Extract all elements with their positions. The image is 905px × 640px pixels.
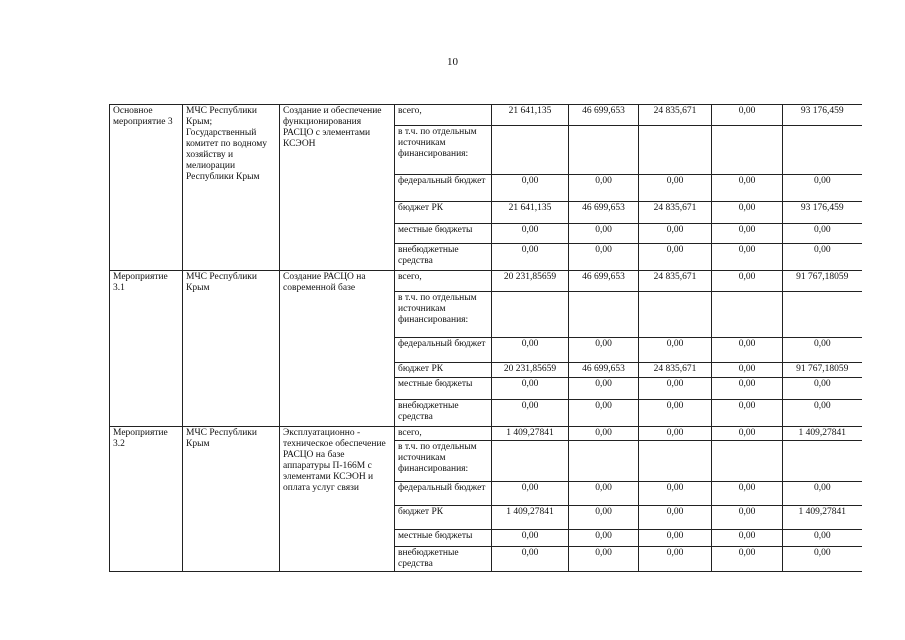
amount-cell: 0,00 — [783, 378, 862, 400]
funding-source-cell: федеральный бюджет — [395, 482, 492, 506]
amount-cell: 0,00 — [783, 482, 862, 506]
amount-cell: 0,00 — [712, 530, 783, 547]
funding-source-cell: бюджет РК — [395, 202, 492, 224]
activity-name-cell: Создание РАСЦО на современной базе — [280, 271, 395, 427]
amount-cell: 1 409,27841 — [783, 506, 862, 530]
amount-cell: 0,00 — [712, 175, 783, 202]
amount-cell: 46 699,653 — [569, 202, 639, 224]
amount-cell: 0,00 — [492, 175, 569, 202]
funding-source-cell: федеральный бюджет — [395, 338, 492, 363]
amount-cell: 0,00 — [639, 244, 712, 271]
amount-cell: 0,00 — [569, 175, 639, 202]
executor-cell: МЧС Республики Крым; Государственный комитет по водному хозяйству и мелиорации Республики Крым — [183, 105, 280, 271]
funding-source-cell: в т.ч. по отдельным источникам финансирования: — [395, 441, 492, 482]
amount-cell: 0,00 — [492, 530, 569, 547]
amount-cell — [783, 292, 862, 338]
table-row — [110, 271, 862, 292]
amount-cell: 0,00 — [712, 202, 783, 224]
amount-cell: 0,00 — [712, 271, 783, 292]
amount-cell: 0,00 — [569, 482, 639, 506]
amount-cell: 93 176,459 — [783, 105, 862, 126]
funding-source-cell: внебюджетные средства — [395, 244, 492, 271]
amount-cell: 0,00 — [569, 224, 639, 244]
amount-cell: 0,00 — [712, 378, 783, 400]
funding-source-cell: в т.ч. по отдельным источникам финансирования: — [395, 292, 492, 338]
amount-cell: 0,00 — [569, 530, 639, 547]
amount-cell: 0,00 — [492, 224, 569, 244]
amount-cell: 0,00 — [712, 427, 783, 441]
amount-cell: 91 767,18059 — [783, 271, 862, 292]
table-row — [110, 427, 862, 441]
amount-cell: 0,00 — [639, 547, 712, 572]
amount-cell: 24 835,671 — [639, 363, 712, 378]
amount-cell: 0,00 — [712, 105, 783, 126]
amount-cell: 0,00 — [639, 224, 712, 244]
funding-source-cell: местные бюджеты — [395, 530, 492, 547]
amount-cell: 0,00 — [639, 338, 712, 363]
amount-cell: 0,00 — [569, 244, 639, 271]
activity-name-cell: Эксплуатационно - техническое обеспечение РАСЦО на базе аппаратуры П-166М с элементами КСЭОН и оплата услуг связи — [280, 427, 395, 572]
amount-cell: 0,00 — [569, 427, 639, 441]
amount-cell: 0,00 — [569, 547, 639, 572]
amount-cell: 0,00 — [783, 530, 862, 547]
amount-cell: 0,00 — [639, 530, 712, 547]
amount-cell — [712, 441, 783, 482]
amount-cell: 0,00 — [712, 338, 783, 363]
amount-cell: 0,00 — [639, 400, 712, 427]
amount-cell — [712, 292, 783, 338]
amount-cell: 0,00 — [712, 363, 783, 378]
amount-cell — [639, 441, 712, 482]
amount-cell: 24 835,671 — [639, 202, 712, 224]
amount-cell: 0,00 — [712, 400, 783, 427]
amount-cell: 0,00 — [639, 506, 712, 530]
amount-cell: 0,00 — [492, 338, 569, 363]
funding-source-cell: местные бюджеты — [395, 224, 492, 244]
amount-cell: 20 231,85659 — [492, 271, 569, 292]
funding-source-cell: всего, — [395, 271, 492, 292]
amount-cell: 46 699,653 — [569, 105, 639, 126]
amount-cell: 0,00 — [569, 506, 639, 530]
amount-cell: 0,00 — [783, 224, 862, 244]
amount-cell — [569, 126, 639, 175]
amount-cell: 0,00 — [569, 338, 639, 363]
amount-cell — [712, 126, 783, 175]
amount-cell: 0,00 — [569, 400, 639, 427]
amount-cell: 24 835,671 — [639, 105, 712, 126]
amount-cell — [492, 292, 569, 338]
amount-cell: 0,00 — [639, 482, 712, 506]
funding-source-cell: внебюджетные средства — [395, 547, 492, 572]
amount-cell — [639, 126, 712, 175]
amount-cell: 0,00 — [569, 378, 639, 400]
amount-cell: 0,00 — [639, 175, 712, 202]
funding-source-cell: местные бюджеты — [395, 378, 492, 400]
amount-cell: 46 699,653 — [569, 271, 639, 292]
event-cell: Основное мероприятие 3 — [110, 105, 183, 271]
amount-cell — [569, 441, 639, 482]
amount-cell: 0,00 — [492, 400, 569, 427]
page-number: 10 — [447, 56, 458, 68]
amount-cell: 0,00 — [492, 244, 569, 271]
amount-cell — [639, 292, 712, 338]
amount-cell: 0,00 — [492, 378, 569, 400]
amount-cell — [783, 126, 862, 175]
funding-source-cell: всего, — [395, 427, 492, 441]
amount-cell: 0,00 — [712, 482, 783, 506]
funding-source-cell: внебюджетные средства — [395, 400, 492, 427]
amount-cell — [569, 292, 639, 338]
activity-name-cell: Создание и обеспечение функционирования РАСЦО с элементами КСЭОН — [280, 105, 395, 271]
amount-cell: 21 641,135 — [492, 105, 569, 126]
executor-cell: МЧС Республики Крым — [183, 271, 280, 427]
funding-source-cell: в т.ч. по отдельным источникам финансирования: — [395, 126, 492, 175]
amount-cell: 0,00 — [783, 400, 862, 427]
amount-cell: 91 767,18059 — [783, 363, 862, 378]
amount-cell: 20 231,85659 — [492, 363, 569, 378]
table-row — [110, 105, 862, 126]
amount-cell: 0,00 — [712, 506, 783, 530]
amount-cell: 0,00 — [492, 482, 569, 506]
amount-cell: 93 176,459 — [783, 202, 862, 224]
amount-cell: 0,00 — [783, 244, 862, 271]
funding-source-cell: всего, — [395, 105, 492, 126]
amount-cell: 0,00 — [639, 378, 712, 400]
executor-cell: МЧС Республики Крым — [183, 427, 280, 572]
amount-cell: 0,00 — [783, 338, 862, 363]
amount-cell — [492, 441, 569, 482]
funding-source-cell: федеральный бюджет — [395, 175, 492, 202]
amount-cell: 0,00 — [639, 427, 712, 441]
amount-cell: 0,00 — [712, 547, 783, 572]
funding-source-cell: бюджет РК — [395, 506, 492, 530]
event-cell: Мероприятие 3.2 — [110, 427, 183, 572]
amount-cell: 0,00 — [783, 175, 862, 202]
amount-cell: 0,00 — [712, 224, 783, 244]
amount-cell — [492, 126, 569, 175]
amount-cell: 0,00 — [712, 244, 783, 271]
amount-cell: 46 699,653 — [569, 363, 639, 378]
funding-source-cell: бюджет РК — [395, 363, 492, 378]
amount-cell: 0,00 — [492, 547, 569, 572]
amount-cell: 0,00 — [783, 547, 862, 572]
amount-cell: 1 409,27841 — [492, 427, 569, 441]
budget-table — [109, 104, 862, 572]
amount-cell: 21 641,135 — [492, 202, 569, 224]
amount-cell: 1 409,27841 — [783, 427, 862, 441]
amount-cell: 24 835,671 — [639, 271, 712, 292]
amount-cell: 1 409,27841 — [492, 506, 569, 530]
event-cell: Мероприятие 3.1 — [110, 271, 183, 427]
amount-cell — [783, 441, 862, 482]
